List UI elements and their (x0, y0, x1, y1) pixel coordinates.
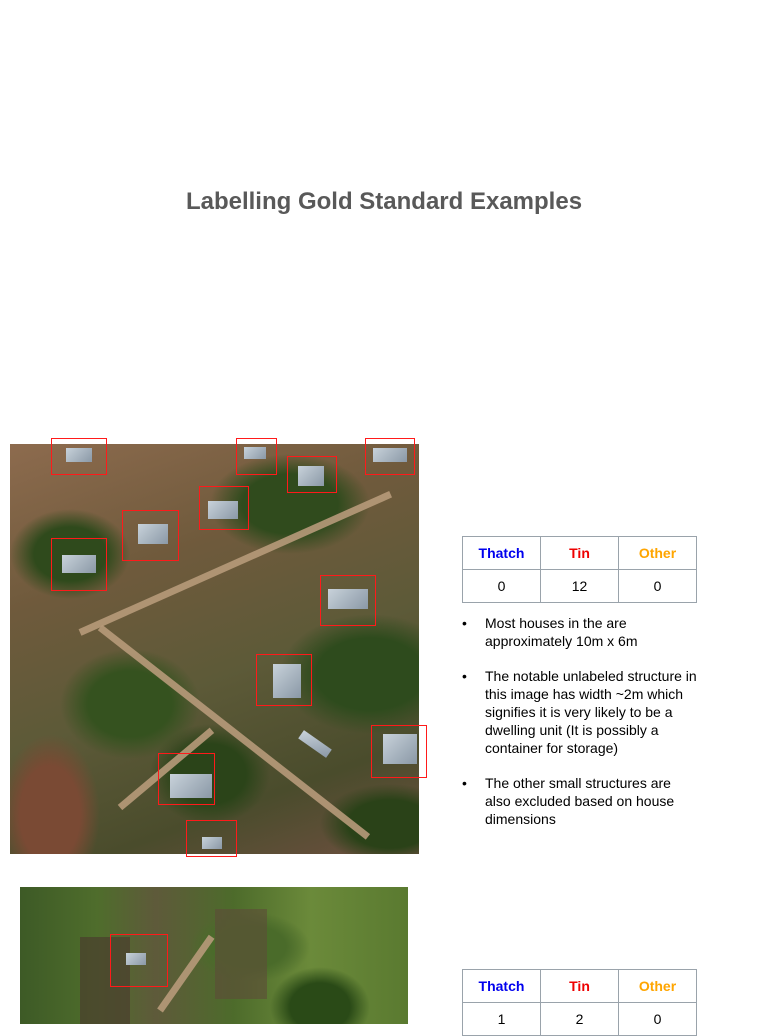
note-text: The notable unlabeled structure in this image has width ~2m which signifies it is very likely to be a dwelling unit (It is possibly a container for storage) (485, 668, 697, 756)
aerial-image-example-2 (20, 887, 408, 1024)
house-count-table-example-1 (462, 536, 697, 603)
tin-house-bbox[interactable] (186, 820, 237, 857)
tin-house-bbox[interactable] (287, 456, 337, 493)
thatch-count: 0 (463, 570, 541, 603)
note-text: Most houses in the are approximately 10m x 6m (485, 615, 638, 649)
thatch-header: Thatch (463, 537, 541, 570)
bullet-icon: • (462, 615, 467, 631)
note-item (462, 667, 697, 757)
house-count-table-example-2 (462, 969, 697, 1036)
thatch-header: Thatch (463, 970, 541, 1003)
note-text: The other small structures are also excluded based on house dimensions (485, 775, 675, 827)
other-count: 0 (619, 570, 697, 603)
labelling-notes (462, 614, 697, 845)
tin-house-bbox[interactable] (158, 753, 215, 805)
other-header: Other (619, 537, 697, 570)
container-roof (298, 730, 332, 758)
tin-house-bbox[interactable] (122, 510, 179, 561)
house-bbox[interactable] (110, 934, 168, 987)
bullet-icon: • (462, 668, 467, 684)
other-count: 0 (619, 1003, 697, 1036)
tin-house-bbox[interactable] (256, 654, 312, 706)
tin-count: 2 (541, 1003, 619, 1036)
note-item (462, 614, 697, 650)
thatch-count: 1 (463, 1003, 541, 1036)
tin-count: 12 (541, 570, 619, 603)
tin-house-bbox[interactable] (371, 725, 427, 778)
dirt-road (98, 625, 370, 840)
other-header: Other (619, 970, 697, 1003)
tin-header: Tin (541, 970, 619, 1003)
note-item (462, 774, 697, 828)
tin-house-bbox[interactable] (320, 575, 376, 626)
tin-header: Tin (541, 537, 619, 570)
tin-house-bbox[interactable] (365, 438, 415, 475)
tin-house-bbox[interactable] (236, 438, 277, 475)
tin-house-bbox[interactable] (51, 438, 107, 475)
bullet-icon: • (462, 775, 467, 791)
tin-house-bbox[interactable] (199, 486, 249, 530)
crop-field (215, 909, 267, 999)
page-title: Labelling Gold Standard Examples (185, 188, 583, 215)
tin-house-bbox[interactable] (51, 538, 107, 591)
